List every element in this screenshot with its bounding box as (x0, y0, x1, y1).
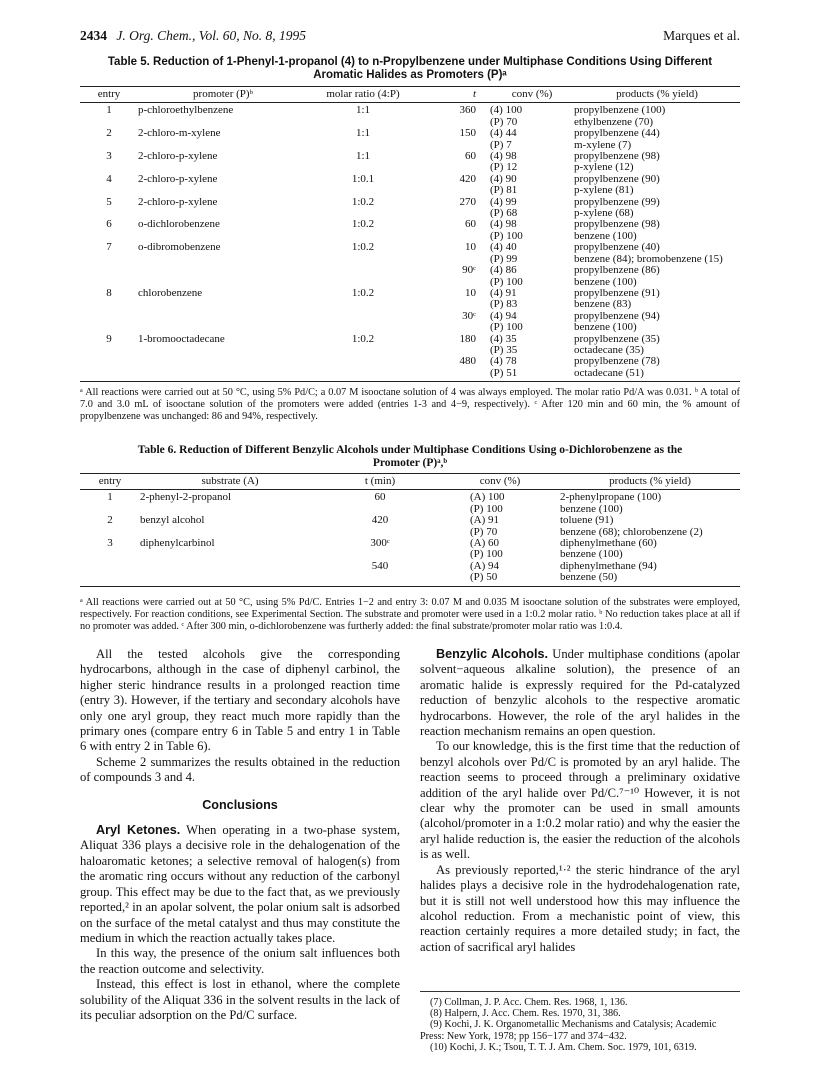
products-cell-line: propylbenzene (100) (574, 104, 666, 117)
time-cell: 480 (418, 356, 490, 381)
table-row (80, 265, 740, 288)
entry-cell (80, 311, 138, 334)
conv-cell-line: (P) 81 (490, 184, 518, 197)
products-cell-line: m-xylene (7) (574, 138, 632, 151)
conv-cell (440, 561, 560, 586)
table5-body (80, 103, 740, 382)
products-cell-line: propylbenzene (44) (574, 127, 660, 140)
time-cell: 10 (465, 241, 476, 254)
products-cell (574, 288, 740, 311)
table-row (80, 356, 740, 381)
products-cell-line: propylbenzene (90) (574, 172, 660, 185)
products-cell-line: 2-phenylpropane (100) (560, 491, 662, 504)
table5-caption (80, 56, 740, 82)
table6 (80, 473, 740, 587)
conv-cell (490, 197, 574, 220)
conv-cell-line: (P) 99 (490, 252, 518, 265)
table5-footnote: ᵃ All reactions were carried out at 50 °C, using 5% Pd/C; a 0.07 M isooctane solution of 4 was always employed. The molar ratio Pd/A was 0.031. ᵇ A total of 7.0 and 3.0 mL of isooctane solution of the promoters were added (entries 1-3 and 4−9, respectively). ᶜ After 120 min and 60 min, the % amount of propylbenzene was unchanged: 86 and 94%, respectively. (80, 387, 740, 422)
products-cell-line: benzene (50) (560, 571, 618, 584)
table5-caption-line1: Table 5. Reduction of 1-Phenyl-1-propanol (4) to n-Propylbenzene under Multiphase Conditions Using Different (107, 56, 713, 68)
entry-cell: 3 (107, 537, 113, 550)
table-row (80, 334, 740, 357)
table6-caption-line1: Table 6. Reduction of Different Benzylic Alcohols under Multiphase Conditions Using o-Dichlorobenzene as the (137, 444, 683, 456)
conv-cell-line: (P) 100 (470, 548, 503, 561)
substrate-cell: diphenylcarbinol (140, 537, 215, 550)
conv-cell-line: (4) 91 (490, 286, 517, 299)
products-cell-line: octadecane (35) (574, 343, 644, 356)
table6-col-time: t (min) (320, 474, 440, 490)
body-paragraph (80, 823, 400, 946)
promoter-cell (138, 311, 308, 334)
promoter-cell: 1-bromooctadecane (138, 332, 225, 345)
conv-cell-line: (P) 51 (490, 366, 518, 379)
conv-cell-line: (P) 12 (490, 161, 518, 174)
entry-cell (80, 356, 138, 381)
conv-cell (490, 288, 574, 311)
table5-col-ratio: molar ratio (4:P) (308, 87, 418, 103)
products-cell-line: benzene (83) (574, 298, 632, 311)
page-number: 2434 (80, 28, 107, 43)
ratio-cell: 1:1 (355, 150, 371, 163)
conv-cell-line: (4) 98 (490, 150, 517, 163)
products-cell (574, 356, 740, 381)
table-row (80, 311, 740, 334)
products-cell (574, 174, 740, 197)
ratio-cell: 1:0.2 (351, 286, 375, 299)
conv-cell-line: (4) 78 (490, 355, 517, 368)
products-cell (560, 538, 740, 561)
products-cell (574, 151, 740, 174)
entry-cell: 2 (106, 127, 112, 140)
table5-col-time: t (418, 87, 490, 103)
running-header (80, 28, 740, 48)
conv-cell-line: (P) 7 (490, 138, 512, 151)
reference-item: (10) Kochi, J. K.; Tsou, T. T. J. Am. Chem. Soc. 1979, 101, 6319. (430, 1041, 697, 1053)
entry-cell (80, 561, 140, 586)
conv-cell (490, 311, 574, 334)
conv-cell-line: (4) 40 (490, 241, 517, 254)
time-cell: 360 (459, 104, 476, 117)
entry-cell: 1 (107, 491, 113, 504)
table-row (80, 515, 740, 538)
table6-col-substrate: substrate (A) (140, 474, 320, 490)
time-cell: 30ᶜ (462, 309, 476, 322)
entry-cell: 8 (106, 286, 112, 299)
promoter-cell: 2-chloro-p-xylene (138, 150, 218, 163)
conv-cell (490, 242, 574, 265)
products-cell-line: propylbenzene (99) (574, 195, 660, 208)
products-cell (574, 334, 740, 357)
conv-cell-line: (P) 70 (470, 525, 498, 538)
time-cell: 540 (320, 561, 440, 586)
conv-cell (490, 356, 574, 381)
conv-cell-line: (P) 83 (490, 298, 518, 311)
entry-cell (80, 265, 138, 288)
products-cell-line: benzene (100) (560, 502, 623, 515)
table-row (80, 128, 740, 151)
ratio-cell: 1:1 (355, 104, 371, 117)
table-row (80, 288, 740, 311)
conv-cell-line: (P) 100 (490, 229, 523, 242)
conv-cell-line: (P) 70 (490, 115, 518, 128)
conv-cell-line: (4) 99 (490, 195, 517, 208)
products-cell-line: propylbenzene (40) (574, 241, 660, 254)
conv-cell-line: (4) 90 (490, 172, 517, 185)
body-right-column (420, 647, 740, 955)
promoter-cell: 2-chloro-p-xylene (138, 172, 218, 185)
table5-col-promoter: promoter (P)ᵇ (138, 87, 308, 103)
products-cell-line: propylbenzene (98) (574, 150, 660, 163)
products-cell-line: propylbenzene (91) (574, 286, 660, 299)
table6-col-products: products (% yield) (560, 474, 740, 490)
products-cell (574, 197, 740, 220)
conv-cell (490, 103, 574, 128)
products-cell (574, 265, 740, 288)
entry-cell: 9 (106, 332, 112, 345)
products-cell-line: benzene (100) (574, 321, 637, 334)
table-row (80, 219, 740, 242)
time-cell: 420 (371, 514, 389, 527)
reference-item: (7) Collman, J. P. Acc. Chem. Res. 1968, 1, 136. (430, 997, 628, 1008)
conv-cell-line: (4) 86 (490, 264, 517, 277)
entry-cell: 1 (106, 104, 112, 117)
products-cell (574, 311, 740, 334)
substrate-cell (140, 561, 320, 586)
runin-heading-benzylic-alcohols: Benzylic Alcohols. (436, 647, 548, 661)
conv-cell (490, 128, 574, 151)
ratio-cell (308, 265, 418, 288)
entry-cell: 2 (107, 514, 113, 527)
time-cell: 150 (459, 127, 476, 140)
products-cell-line: benzene (100) (574, 229, 637, 242)
promoter-cell: chlorobenzene (138, 286, 203, 299)
entry-cell: 3 (106, 150, 112, 163)
body-paragraph: As previously reported,¹·² the steric hindrance of the aryl halides plays a decisive role in the hydrodehalogenation rate, but it is still not well understood how this may influence the alcohol reduction. From a mechanistic point of view, this reaction certainly requires a more detailed study; in fact, the action of sacrifical aryl halides (420, 862, 740, 954)
table5-caption-line2: Aromatic Halides as Promoters (P)ᵃ (313, 69, 507, 81)
body-paragraph: All the tested alcohols give the corresponding hydrocarbons, although in the case of diphenyl carbinol, the higher steric hindrance results in a prolonged reaction time (entry 3). However, if the tertiary and secondary alcohols have only one aryl group, they react much more rapidly than the primary ones (compare entry 6 in Table 5 and entry 1 in Table 6 with entry 2 in Table 6). (80, 647, 400, 754)
entry-cell: 5 (106, 195, 112, 208)
entry-cell: 7 (106, 241, 112, 254)
references (420, 991, 740, 1053)
promoter-cell (138, 265, 308, 288)
conv-cell-line: (P) 100 (490, 275, 523, 288)
conv-cell-line: (A) 91 (470, 514, 500, 527)
products-cell-line: propylbenzene (78) (574, 355, 660, 368)
time-cell: 60 (465, 218, 476, 231)
running-authors: Marques et al. (663, 28, 740, 43)
table-row (80, 490, 740, 515)
conv-cell-line: (A) 100 (470, 491, 505, 504)
products-cell-line: diphenylmethane (94) (560, 559, 657, 572)
promoter-cell: o-dibromobenzene (138, 241, 221, 254)
ratio-cell: 1:0.2 (351, 241, 375, 254)
entry-cell: 6 (106, 218, 112, 231)
reference-item: (8) Halpern, J. Acc. Chem. Res. 1970, 31, 386. (430, 1008, 621, 1020)
time-cell: 10 (465, 286, 476, 299)
time-cell: 90ᶜ (462, 264, 476, 277)
promoter-cell: 2-chloro-p-xylene (138, 195, 218, 208)
paragraph-text: When operating in a two-phase system, Aliquat 336 plays a decisive role in the dehalogenation of the haloaromatic ketones; a selective removal of halogen(s) from the aromatic ring occurs without any reduction of the carbonyl group. This effect may be due to the fact that, as we previously reported,² in an apolar solvent, the polar onium salt is adsorbed on the surface of the metal catalyst and thus may constitute the medium in which the reaction actually takes place. (80, 823, 400, 945)
conv-cell-line: (P) 68 (490, 207, 518, 220)
table5-col-entry: entry (80, 87, 138, 103)
time-cell: 270 (459, 195, 476, 208)
conv-cell (440, 490, 560, 515)
body-paragraph: Scheme 2 summarizes the results obtained in the reduction of compounds 3 and 4. (80, 754, 400, 785)
body-paragraph (420, 647, 740, 739)
time-cell: 180 (459, 332, 476, 345)
table-row (80, 561, 740, 586)
conv-cell-line: (4) 98 (490, 218, 517, 231)
journal-citation: J. Org. Chem., Vol. 60, No. 8, 1995 (116, 28, 306, 43)
table6-col-entry: entry (80, 474, 140, 490)
promoter-cell (138, 356, 308, 381)
substrate-cell: 2-phenyl-2-propanol (140, 491, 232, 504)
table6-col-conv: conv (%) (440, 474, 560, 490)
promoter-cell: 2-chloro-m-xylene (138, 127, 221, 140)
conv-cell-line: (4) 100 (490, 104, 523, 117)
products-cell (574, 103, 740, 128)
products-cell-line: benzene (100) (574, 275, 637, 288)
body-left-column (80, 647, 400, 1023)
body-paragraph: In this way, the presence of the onium salt influences both the reaction outcome and selectivity. (80, 946, 400, 976)
paragraph-text: Under multiphase conditions (apolar solvent−aqueous alkaline solution), the presence of an aromatic halide is expressly required for the Pd-catalyzed reduction of benzylic alcohols to the respective aromatic hydrocarbons. However, the role of the aryl halides in the reaction mechanism remains an open question. (420, 647, 740, 739)
products-cell-line: benzene (68); chlorobenzene (2) (560, 525, 703, 538)
products-cell-line: p-xylene (12) (574, 161, 634, 174)
ratio-cell: 1:0.1 (351, 172, 375, 185)
products-cell (560, 490, 740, 515)
ratio-cell: 1:1 (355, 127, 371, 140)
conv-cell-line: (A) 94 (470, 559, 500, 572)
products-cell-line: p-xylene (81) (574, 184, 634, 197)
products-cell-line: propylbenzene (94) (574, 309, 660, 322)
body-paragraph: To our knowledge, this is the first time that the reduction of benzyl alcohols over Pd/C is promoted by an aryl halide. The reaction seems to proceed through a preliminary oxidative addition of the aryl halide over Pd/C.⁷⁻¹⁰ However, it is not clear why the promoter can be used in small amounts (alcohol/promoter in a 1:0.2 molar ratio) and why the easier the aryl halide reduction is, the easier the reduction of the alcohols is as well. (420, 739, 740, 862)
products-cell-line: toluene (91) (560, 514, 614, 527)
products-cell-line: diphenylmethane (60) (560, 537, 657, 550)
table-row (80, 538, 740, 561)
promoter-cell: p-chloroethylbenzene (138, 104, 234, 117)
conv-cell (490, 334, 574, 357)
ratio-cell (308, 311, 418, 334)
table5-col-products: products (% yield) (574, 87, 740, 103)
conv-cell-line: (4) 94 (490, 309, 517, 322)
promoter-cell: o-dichlorobenzene (138, 218, 220, 231)
conv-cell-line: (P) 100 (470, 502, 503, 515)
products-cell-line: propylbenzene (86) (574, 264, 660, 277)
products-cell (560, 561, 740, 586)
conv-cell-line: (4) 35 (490, 332, 517, 345)
table5-header-row (80, 87, 740, 103)
table6-footnote: ᵃ All reactions were carried out at 50 °C, using 5% Pd/C. Entries 1−2 and entry 3: 0.07 M and 0.035 M isooctane solution of the substrates were employed, respectively. For reaction conditions, see Experimental Section. The substrate and promoter were used in a 1:0.2 molar ratio. ᵇ No reduction takes place at all if no promoter was added. ᶜ After 300 min, o-dichlorobenzene was furtherly added: the final substrate/promoter molar ratio was 1:0.4. (80, 597, 740, 632)
ratio-cell: 1:0.2 (351, 218, 375, 231)
conv-cell (490, 174, 574, 197)
table6-caption-line2: Promoter (P)ᵃ,ᵇ (372, 457, 448, 469)
time-cell: 300ᶜ (370, 537, 390, 550)
table-row (80, 151, 740, 174)
products-cell (574, 128, 740, 151)
conv-cell-line: (4) 44 (490, 127, 517, 140)
products-cell-line: ethylbenzene (70) (574, 115, 654, 128)
products-cell (560, 515, 740, 538)
table-row (80, 103, 740, 128)
table-row (80, 174, 740, 197)
conv-cell (490, 265, 574, 288)
table-row (80, 197, 740, 220)
conv-cell (440, 538, 560, 561)
products-cell-line: propylbenzene (98) (574, 218, 660, 231)
table6-body (80, 490, 740, 586)
products-cell-line: p-xylene (68) (574, 207, 634, 220)
runin-heading-aryl-ketones: Aryl Ketones. (96, 823, 181, 838)
products-cell-line: octadecane (51) (574, 366, 644, 379)
conv-cell-line: (A) 60 (470, 537, 500, 550)
conv-cell (440, 515, 560, 538)
products-cell (574, 242, 740, 265)
ratio-cell: 1:0.2 (351, 195, 375, 208)
table6-caption (80, 444, 740, 470)
section-heading-conclusions: Conclusions (202, 797, 278, 812)
products-cell-line: benzene (100) (560, 548, 623, 561)
entry-cell: 4 (106, 172, 112, 185)
conv-cell-line: (P) 100 (490, 321, 523, 334)
time-cell: 60 (465, 150, 476, 163)
time-cell: 420 (459, 172, 476, 185)
table5-col-conv: conv (%) (490, 87, 574, 103)
table-row (80, 242, 740, 265)
table6-header-row (80, 474, 740, 490)
ratio-cell (308, 356, 418, 381)
products-cell-line: benzene (84); bromobenzene (15) (574, 252, 723, 265)
conv-cell-line: (P) 50 (470, 571, 498, 584)
conv-cell-line: (P) 35 (490, 343, 518, 356)
products-cell (574, 219, 740, 242)
conv-cell (490, 151, 574, 174)
conv-cell (490, 219, 574, 242)
products-cell-line: propylbenzene (35) (574, 332, 660, 345)
substrate-cell: benzyl alcohol (140, 514, 205, 527)
reference-item: (9) Kochi, J. K. Organometallic Mechanisms and Catalysis; Academic Press: New York, 1978; pp 156−177 and 374−432. (420, 1019, 717, 1042)
table5 (80, 86, 740, 382)
ratio-cell: 1:0.2 (351, 332, 375, 345)
time-cell: 60 (374, 491, 386, 504)
body-paragraph: Instead, this effect is lost in ethanol, where the complete solubility of the Aliquat 336 in the solvent results in the lack of its peculiar adsorption on the Pd/C surface. (80, 977, 400, 1022)
